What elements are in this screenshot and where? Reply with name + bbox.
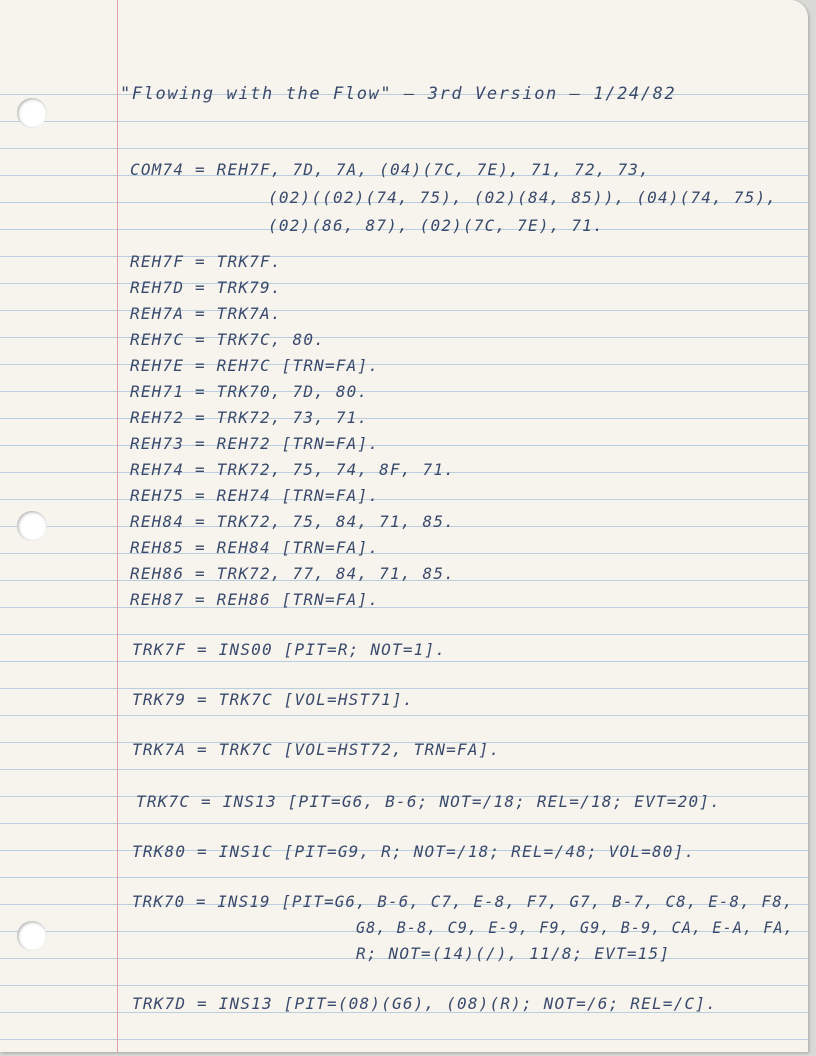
com-line: (02)(86, 87), (02)(7C, 7E), 71. [268,216,604,235]
com-line: COM74 = REH7F, 7D, 7A, (04)(7C, 7E), 71, 72, 73, [130,160,650,179]
reh-line: REH85 = REH84 [TRN=FA]. [130,538,380,557]
top-margin [0,0,808,68]
trk-line: TRK7D = INS13 [PIT=(08)(G6), (08)(R); NOT=/6; REL=/C]. [132,994,717,1013]
trk-line: TRK79 = TRK7C [VOL=HST71]. [132,690,414,709]
trk-line: TRK70 = INS19 [PIT=G6, B-6, C7, E-8, F7, G7, B-7, C8, E-8, F8, [132,892,794,911]
trk-line: TRK7C = INS13 [PIT=G6, B-6; NOT=/18; REL=/18; EVT=20]. [136,792,721,811]
trk-line: R; NOT=(14)(/), 11/8; EVT=15] [356,944,671,963]
trk-line: TRK7F = INS00 [PIT=R; NOT=1]. [132,640,447,659]
reh-line: REH75 = REH74 [TRN=FA]. [130,486,380,505]
reh-line: REH7C = TRK7C, 80. [130,330,325,349]
punch-hole-bottom [17,921,47,951]
trk-line: TRK80 = INS1C [PIT=G9, R; NOT=/18; REL=/48; VOL=80]. [132,842,696,861]
reh-line: REH86 = TRK72, 77, 84, 71, 85. [130,564,455,583]
reh-line: REH7A = TRK7A. [130,304,282,323]
reh-line: REH74 = TRK72, 75, 74, 8F, 71. [130,460,455,479]
reh-line: REH7E = REH7C [TRN=FA]. [130,356,380,375]
reh-line: REH87 = REH86 [TRN=FA]. [130,590,380,609]
trk-line: G8, B-8, C9, E-9, F9, G9, B-9, CA, E-A, FA, [356,918,794,937]
punch-hole-top [17,98,47,128]
page-title: "Flowing with the Flow" — 3rd Version — 1/24/82 [120,84,677,104]
reh-line: REH72 = TRK72, 73, 71. [130,408,369,427]
reh-line: REH7D = TRK79. [130,278,282,297]
reh-line: REH84 = TRK72, 75, 84, 71, 85. [130,512,455,531]
reh-line: REH73 = REH72 [TRN=FA]. [130,434,380,453]
reh-line: REH7F = TRK7F. [130,252,282,271]
punch-hole-middle [17,511,47,541]
red-margin-line [117,0,118,1052]
com-line: (02)((02)(74, 75), (02)(84, 85)), (04)(74, 75), [268,188,778,207]
trk-line: TRK7A = TRK7C [VOL=HST72, TRN=FA]. [132,740,501,759]
reh-line: REH71 = TRK70, 7D, 80. [130,382,369,401]
